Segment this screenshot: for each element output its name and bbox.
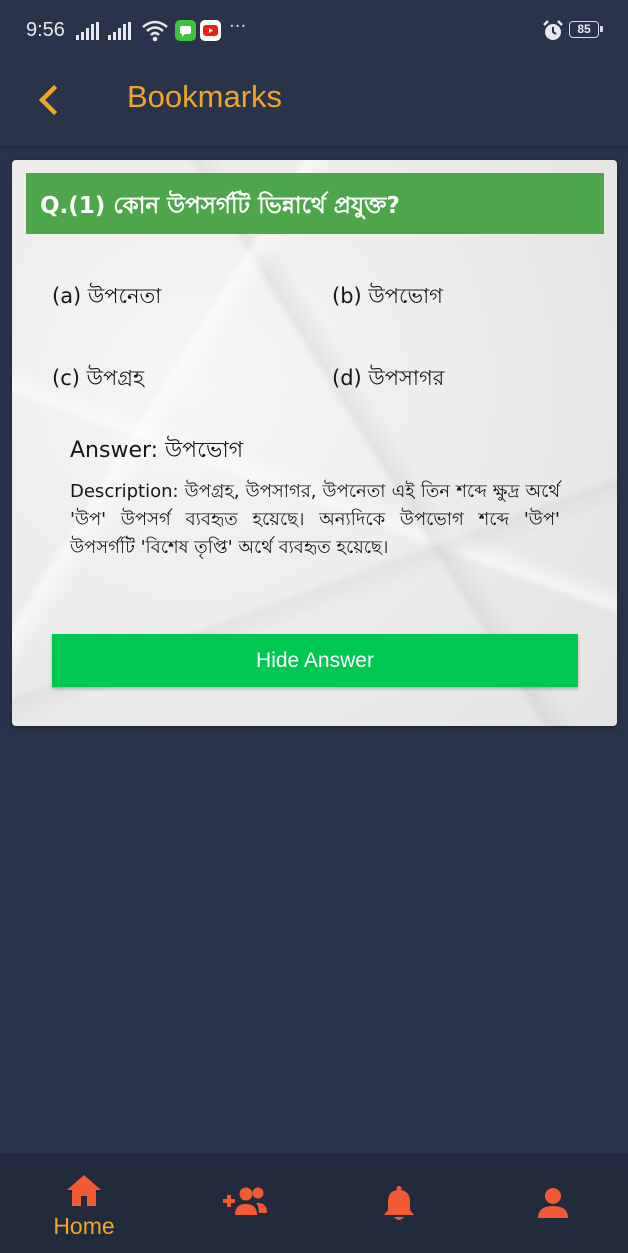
- page-title: Bookmarks: [127, 79, 283, 114]
- battery-indicator: 85: [569, 21, 599, 38]
- description-text: Description: উপগ্রহ, উপসাগর, উপনেতা এই তিন শব্দে ক্ষুদ্র অর্থে 'উপ' উপসর্গ ব্যবহৃত হয়েছে। অন্যদিকে উপভোগ শব্দে 'উপ' উপসর্গটি 'বিশেষ তৃপ্তি' অর্থে ব্যবহৃত হয়েছে।: [70, 481, 560, 558]
- status-bar: [0, 0, 628, 62]
- question-card: [12, 160, 617, 726]
- alarm-icon: [542, 20, 564, 42]
- nav-home-label: Home: [53, 1213, 115, 1239]
- back-button[interactable]: [30, 80, 70, 120]
- question-text: Q.(1) কোন উপসর্গটি ভিন্নার্থে প্রযুক্ত?: [40, 193, 400, 219]
- more-notifications-icon: ···: [229, 16, 247, 37]
- option-b[interactable]: (b) উপভোগ: [332, 284, 443, 308]
- status-time: 9:56: [26, 19, 65, 41]
- user-icon: [537, 1187, 569, 1219]
- youtube-app-icon: [200, 20, 221, 41]
- header-divider: [0, 146, 628, 149]
- nav-home[interactable]: [44, 1153, 124, 1253]
- hide-answer-button[interactable]: Hide Answer: [52, 634, 578, 687]
- nav-notifications[interactable]: [378, 1153, 420, 1253]
- add-group-icon: [222, 1185, 268, 1217]
- option-c[interactable]: (c) উপগ্রহ: [52, 366, 144, 390]
- signal-icon: [76, 22, 102, 40]
- option-a[interactable]: (a) উপনেতা: [52, 284, 162, 308]
- bottom-nav: [0, 1153, 628, 1253]
- question-header: [26, 173, 604, 234]
- answer-text: Answer: উপভোগ: [70, 438, 244, 463]
- messages-app-icon: [175, 20, 196, 41]
- option-d[interactable]: (d) উপসাগর: [332, 366, 445, 390]
- nav-add-friends[interactable]: [220, 1153, 270, 1253]
- signal-icon: [108, 22, 134, 40]
- wifi-icon: [142, 20, 168, 42]
- home-icon: [66, 1173, 102, 1207]
- nav-profile[interactable]: [532, 1153, 574, 1253]
- app-bar: [0, 62, 628, 147]
- bell-icon: [382, 1185, 416, 1223]
- chevron-left-icon: [30, 80, 70, 120]
